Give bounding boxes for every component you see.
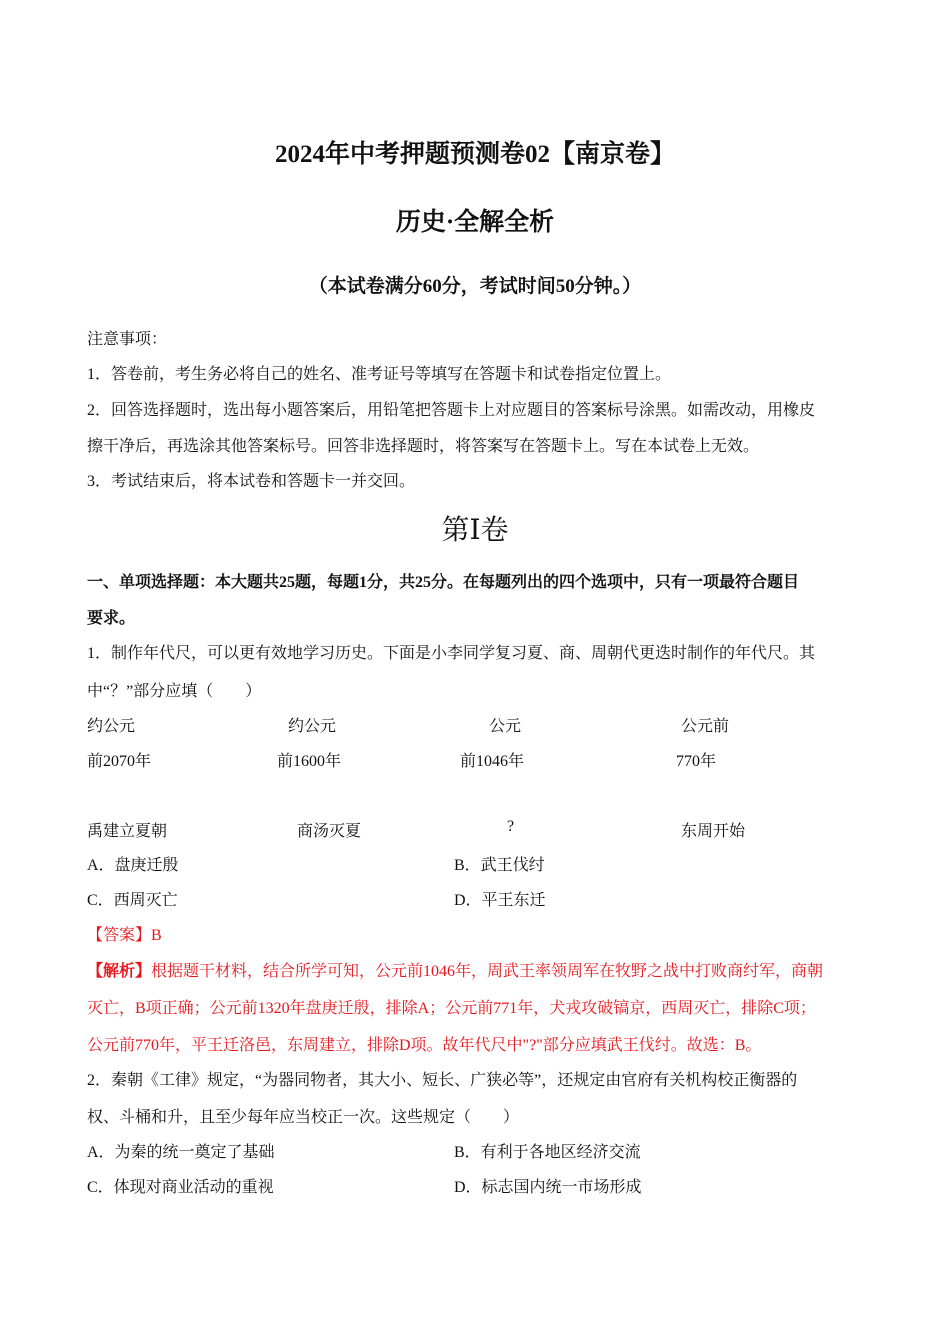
q1-option-a: A．盘庚迁殷 <box>87 857 179 874</box>
note-item: 2．回答选择题时，选出每小题答案后，用铅笔把答题卡上对应题目的答案标号涂黑。如需改动，用橡皮 <box>87 402 816 419</box>
timeline-event: 商汤灭夏 <box>297 823 362 840</box>
notes-heading: 注意事项： <box>87 331 168 348</box>
q1-option-d: D．平王东迁 <box>454 892 546 909</box>
timeline-top: 公元前 <box>681 718 730 735</box>
q1-analysis: 公元前770年，平王迁洛邑，东周建立，排除D项。故年代尺中"?"部分应填武王伐纣。故选：B。 <box>87 1037 762 1054</box>
timeline-event: 东周开始 <box>681 823 746 840</box>
note-item: 擦干净后，再选涂其他答案标号。回答非选择题时，将答案写在答题卡上。写在本试卷上无效。 <box>87 438 760 455</box>
q1-stem: 中“？”部分应填（ ） <box>87 683 262 700</box>
q2-option-a: A．为秦的统一奠定了基础 <box>87 1144 275 1161</box>
exam-info: （本试卷满分60分，考试时间50分钟。） <box>308 276 642 297</box>
timeline-top: 公元 <box>489 718 522 735</box>
timeline-year: 前1046年 <box>460 753 525 770</box>
timeline-event: 禹建立夏朝 <box>87 823 168 840</box>
q1-option-b: B．武王伐纣 <box>454 857 545 874</box>
timeline-year: 前2070年 <box>87 753 152 770</box>
exam-subtitle: 历史·全解全析 <box>395 209 555 236</box>
q2-stem: 权、斗桶和升，且至少每年应当校正一次。这些规定（ ） <box>87 1109 520 1126</box>
note-item: 1．答卷前，考生务必将自己的姓名、准考证号等填写在答题卡和试卷指定位置上。 <box>87 366 672 383</box>
q1-analysis: 灭亡，B项正确；公元前1320年盘庚迁殷，排除A；公元前771年，犬戎攻破镐京，西周灭亡，排除C项； <box>87 1000 816 1017</box>
timeline-year: 770年 <box>676 753 717 770</box>
q2-option-c: C．体现对商业活动的重视 <box>87 1179 274 1196</box>
q1-analysis <box>87 958 823 981</box>
section-instruction: 要求。 <box>87 610 136 627</box>
timeline-top: 约公元 <box>87 718 136 735</box>
q1-option-c: C．西周灭亡 <box>87 892 178 909</box>
analysis-tag: 【解析】 <box>87 963 152 980</box>
timeline-year: 前1600年 <box>277 753 342 770</box>
exam-title: 2024年中考押题预测卷02【南京卷】 <box>274 141 675 168</box>
q2-option-d: D．标志国内统一市场形成 <box>454 1179 642 1196</box>
section-instruction: 一、单项选择题：本大题共25题，每题1分，共25分。在每题列出的四个选项中，只有一项最符合题目 <box>87 574 800 591</box>
section-title: 第Ⅰ卷 <box>441 515 509 546</box>
q2-option-b: B．有利于各地区经济交流 <box>454 1144 641 1161</box>
timeline-event: ? <box>507 818 515 835</box>
analysis-text: 根据题干材料，结合所学可知，公元前1046年，周武王率领周军在牧野之战中打败商纣军，商朝 <box>151 963 824 980</box>
note-item: 3．考试结束后，将本试卷和答题卡一并交回。 <box>87 473 416 490</box>
timeline-top: 约公元 <box>288 718 337 735</box>
q1-answer: 【答案】B <box>87 927 162 944</box>
q2-stem: 2．秦朝《工律》规定，“为器同物者，其大小、短长、广狭必等”，还规定由官府有关机构校正衡器的 <box>87 1072 798 1089</box>
q1-stem: 1．制作年代尺，可以更有效地学习历史。下面是小李同学复习夏、商、周朝代更迭时制作的年代尺。其 <box>87 645 816 662</box>
